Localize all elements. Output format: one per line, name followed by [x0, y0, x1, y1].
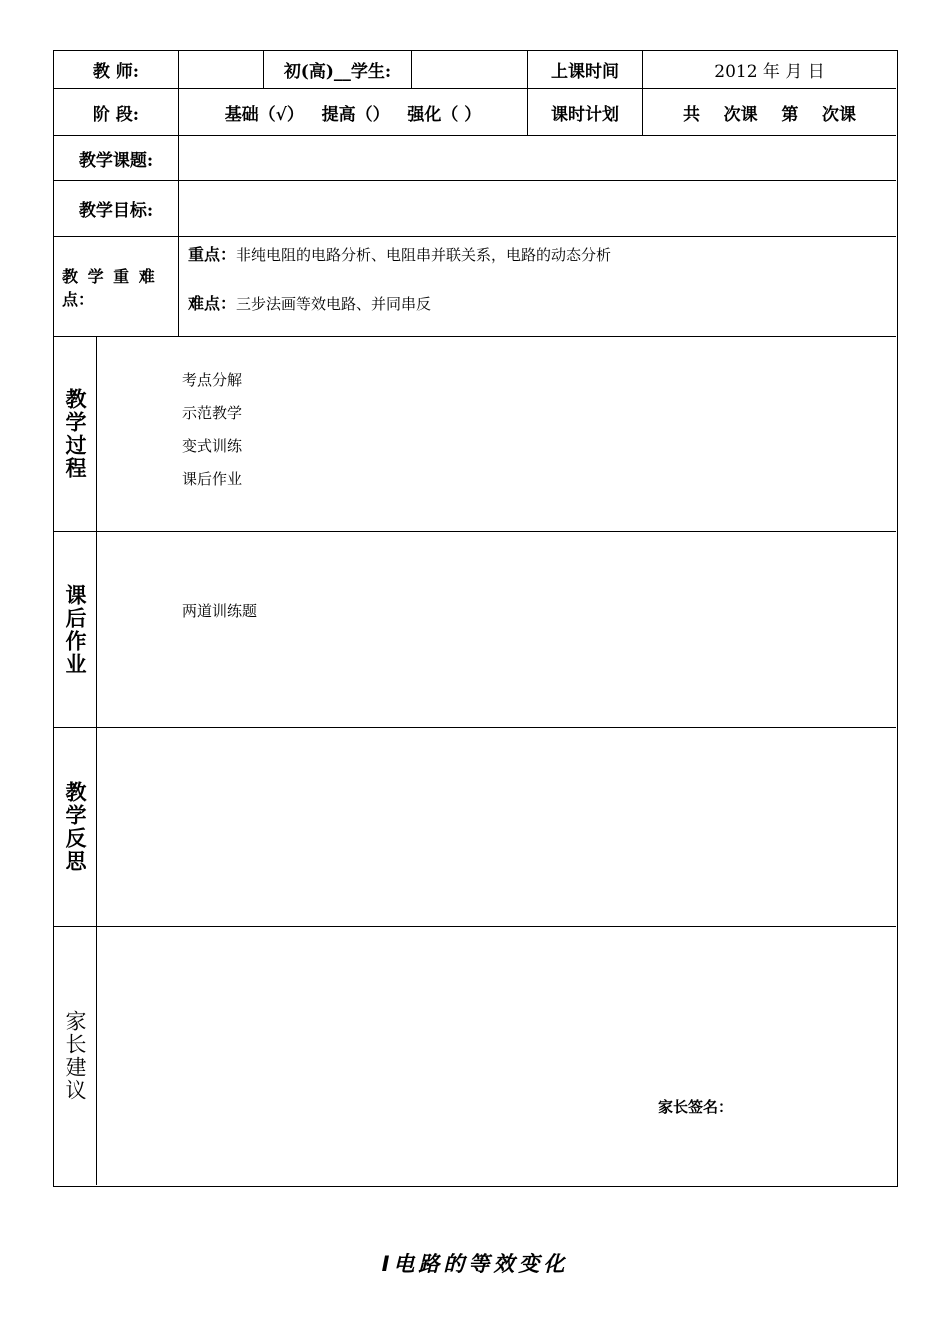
key-point-text: 非纯电阻的电路分析、电阻串并联关系，电路的动态分析	[236, 246, 612, 264]
teacher-label: 教 师:	[54, 51, 179, 89]
homework-label: 课后作业	[63, 583, 88, 676]
reflection-label-cell	[54, 728, 97, 927]
process-item: 变式训练	[182, 437, 243, 455]
class-date-value[interactable]: 2012 年 月 日	[643, 51, 896, 89]
teacher-value-cell[interactable]	[179, 51, 264, 89]
homework-content-cell	[97, 532, 896, 728]
difficulty-label-line2: 点：	[62, 289, 95, 309]
section-title: Ⅰ电路的等效变化	[381, 1252, 569, 1276]
homework-label-cell	[54, 532, 97, 728]
reflection-label: 教学反思	[63, 781, 88, 873]
process-label-cell	[54, 337, 97, 532]
hard-point-line	[188, 291, 431, 314]
student-label: 初(高)__学生:	[264, 51, 412, 89]
parent-signature-label: 家长签名：	[658, 1098, 734, 1116]
parent-content-cell[interactable]	[97, 927, 896, 1185]
topic-label: 教学课题:	[54, 136, 179, 181]
homework-text: 两道训练题	[182, 602, 258, 620]
lesson-plan-value[interactable]: 共 次课 第 次课	[643, 89, 896, 136]
difficulty-label-line1: 教 学 重 难	[62, 266, 157, 286]
process-items	[182, 364, 242, 496]
process-item: 课后作业	[182, 470, 243, 488]
parent-label: 家长建议	[63, 1010, 87, 1102]
process-item: 示范教学	[182, 404, 243, 422]
stage-label: 阶 段:	[54, 89, 179, 136]
objective-label: 教学目标:	[54, 181, 179, 237]
lesson-plan-label: 课时计划	[528, 89, 643, 136]
hard-point-text: 三步法画等效电路、并同串反	[236, 295, 432, 313]
student-value-cell[interactable]	[412, 51, 528, 89]
stage-options[interactable]: 基础（√） 提高（） 强化（ ）	[179, 89, 528, 136]
process-item: 考点分解	[182, 371, 243, 389]
key-point-line	[188, 242, 611, 265]
topic-value-cell[interactable]	[179, 136, 896, 181]
difficulty-label	[54, 237, 179, 337]
reflection-content-cell[interactable]	[97, 728, 896, 927]
objective-value-cell[interactable]	[179, 181, 896, 237]
process-label: 教学过程	[63, 388, 88, 480]
key-point-label: 重点：	[188, 245, 237, 264]
parent-label-cell	[54, 927, 97, 1185]
hard-point-label: 难点：	[188, 294, 237, 313]
class-time-label: 上课时间	[528, 51, 643, 89]
lesson-plan-form	[53, 50, 898, 1187]
